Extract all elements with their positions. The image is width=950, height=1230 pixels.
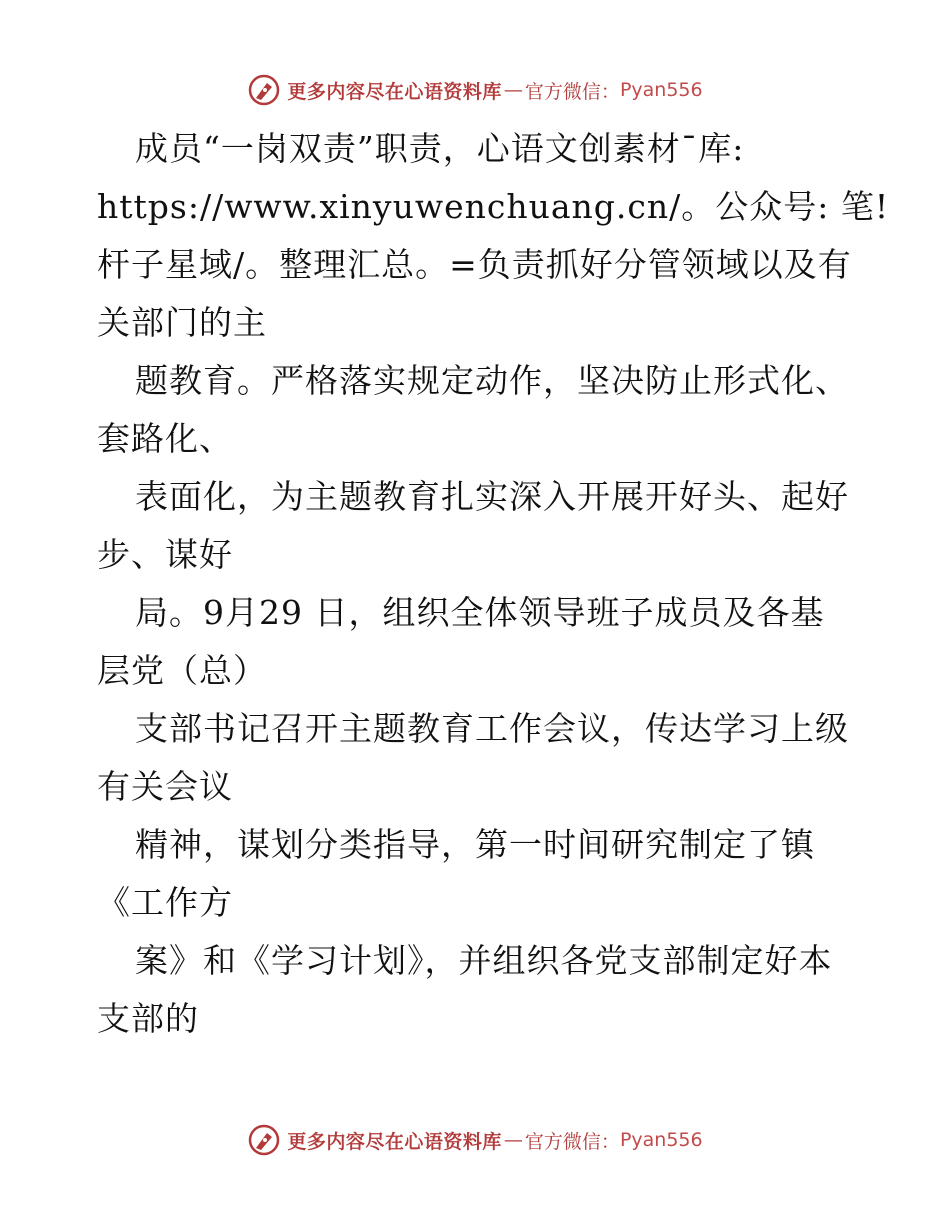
body-line: 成员“一岗双责”职责，心语文创素材¯库: [135,129,745,168]
header-watermark [0,70,950,110]
watermark-main-text: 更多内容尽在心语资料库 [287,1130,502,1153]
body-line: https://www.xinyuwenchuang.cn/。公众号: 笔! [97,187,890,226]
pen-nib-icon [247,1123,281,1157]
watermark-official-label: 官方微信： [524,1130,620,1153]
body-line: 《工作方 [97,883,233,922]
footer-watermark [0,1120,950,1160]
watermark-main-text: 更多内容尽在心语资料库 [287,80,502,103]
body-line: 关部门的主 [97,303,267,342]
watermark-wechat-id: Pyan556 [619,79,703,101]
watermark-dash: — [503,79,523,101]
body-line: 支部的 [97,999,199,1038]
body-line: 套路化、 [97,419,233,458]
watermark-wechat-id: Pyan556 [619,1129,703,1151]
body-line: 有关会议 [97,767,233,806]
body-line: 步、谋好 [97,535,233,574]
body-line: 杆子星域/。整理汇总。=负责抓好分管领域以及有 [97,245,852,284]
body-line: 表面化，为主题教育扎实深入开展开好头、起好 [135,477,849,516]
pen-nib-icon [247,73,281,107]
watermark-dash: — [503,1129,523,1151]
watermark-official-label: 官方微信： [524,80,620,103]
body-line: 精神，谋划分类指导，第一时间研究制定了镇 [135,825,815,864]
body-line: 局。9月29 日，组织全体领导班子成员及各基 [135,593,825,632]
body-line: 支部书记召开主题教育工作会议，传达学习上级 [135,709,849,748]
body-line: 层党（总） [97,651,267,690]
document-body [97,120,890,1048]
body-line: 案》和《学习计划》，并组织各党支部制定好本 [135,941,833,980]
body-line: 题教育。严格落实规定动作，坚决防止形式化、 [135,361,849,400]
